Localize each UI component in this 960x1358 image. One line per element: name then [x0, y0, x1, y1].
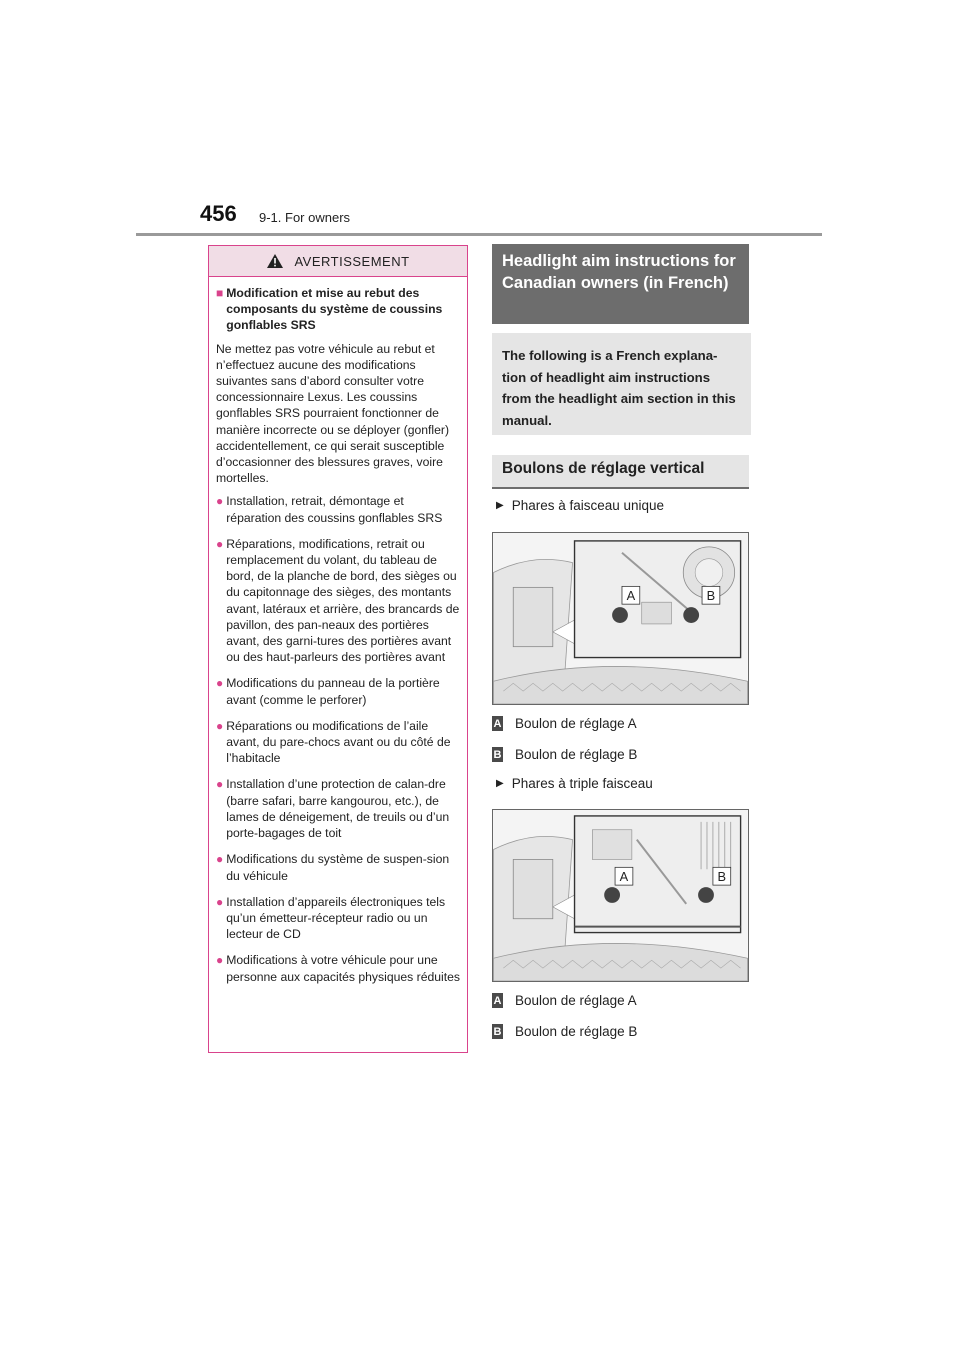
callout-text: Boulon de réglage B: [515, 747, 638, 762]
warning-item: [216, 894, 461, 943]
warning-item: [216, 675, 461, 707]
callout-b: [492, 1024, 637, 1039]
warning-paragraph: Ne mettez pas votre véhicule au rebut et n’effectuez aucune des modifications suivantes sans d’abord consulter votre concessionnaire Lexus. Les coussins gonflables SRS pourraient fonctionner de manière incorrecte ou se déployer (gonfler) accidentellement, ce qui serait susceptible d’occasionner des blessures graves, voire mortelles.: [216, 341, 450, 486]
dot-bullet-icon: ●: [216, 494, 224, 509]
warning-item: [216, 776, 461, 841]
engine-bay-figure-triple: [492, 809, 749, 982]
figure-label-b: B: [717, 869, 727, 885]
warning-item: [216, 718, 461, 767]
warning-item-text: Installation, retrait, démontage et réparation des coussins gonflables SRS: [226, 494, 443, 525]
dot-bullet-icon: ●: [216, 676, 224, 691]
bullet-text: Phares à triple faisceau: [511, 776, 653, 791]
warning-header: [209, 246, 467, 277]
header-rule: [136, 233, 822, 236]
arrow-right-icon: ▶: [496, 500, 504, 511]
dot-bullet-icon: ●: [216, 894, 224, 909]
warning-triangle-icon: [266, 253, 284, 269]
warning-subtitle: [216, 285, 461, 334]
section-title: Headlight aim instructions for Canadian owners (in French): [492, 244, 749, 324]
section-ref: 9-1. For owners: [259, 210, 351, 225]
callout-letter: B: [493, 748, 502, 761]
bullet-triple-beam: [496, 776, 653, 791]
callout-a: [492, 716, 637, 731]
callout-letter: A: [493, 717, 502, 730]
warning-item-text: Modifications du système de suspen-sion du véhicule: [226, 852, 450, 883]
callout-b: [492, 747, 637, 762]
figure-label-b: B: [706, 588, 716, 604]
figure-label-a: A: [619, 869, 629, 885]
warning-item: [216, 952, 461, 984]
callout-text: Boulon de réglage A: [515, 716, 637, 731]
warning-box: [208, 245, 468, 1053]
warning-item: [216, 493, 461, 525]
warning-item-text: Modifications du panneau de la portière avant (comme le perforer): [226, 676, 440, 707]
dot-bullet-icon: ●: [216, 852, 224, 867]
dot-bullet-icon: ●: [216, 777, 224, 792]
dot-bullet-icon: ●: [216, 953, 224, 968]
callout-letter: A: [493, 994, 502, 1007]
warning-item-text: Modifications à votre véhicule pour une personne aux capacités physiques réduites: [226, 953, 460, 984]
warning-item-text: Installation d’une protection de calan-dre (barre safari, barre kangourou, etc.), de lames de déneigement, de treuils ou d’un porte-bagages de toit: [226, 777, 450, 841]
callout-letter: B: [493, 1025, 502, 1038]
engine-bay-illustration: [493, 533, 748, 704]
warning-item-text: Installation d’appareils électroniques tels qu’un émetteur-récepteur radio ou un lecteur de CD: [226, 894, 446, 942]
page-number: 456: [200, 201, 237, 226]
callout-text: Boulon de réglage A: [515, 993, 637, 1008]
dot-bullet-icon: ●: [216, 536, 224, 551]
warning-item: [216, 851, 461, 883]
bullet-text: Phares à faisceau unique: [511, 498, 665, 513]
warning-title: AVERTISSEMENT: [294, 253, 410, 269]
warning-item-text: Réparations ou modifications de l’aile avant, du pare-chocs avant ou du côté de l’habitacle: [226, 718, 451, 766]
intro-text: The following is a French explana-tion of headlight aim instructions from the headlight aim section in this manual.: [492, 333, 751, 435]
engine-bay-figure-single: [492, 532, 749, 705]
warning-item-text: Réparations, modifications, retrait ou remplacement du volant, du tableau de bord, de la planche de bord, des sièges ou du capitonnage des sièges, des montants avant, latéraux et arrière, des brancards de pavillon, des pan-neaux des portières avant, des garni-tures des portières avant ou des haut-parleurs des portières avant: [226, 536, 460, 665]
engine-bay-illustration: [493, 810, 748, 981]
warning-item: [216, 536, 461, 666]
square-bullet-icon: ■: [216, 286, 224, 300]
arrow-right-icon: ▶: [496, 778, 504, 789]
dot-bullet-icon: ●: [216, 718, 224, 733]
warning-subtitle-text: Modification et mise au rebut des composants du système de coussins gonflables SRS: [226, 286, 443, 333]
callout-text: Boulon de réglage B: [515, 1024, 638, 1039]
bullet-single-beam: [496, 498, 664, 513]
subsection-title: Boulons de réglage vertical: [492, 455, 749, 489]
callout-a: [492, 993, 637, 1008]
figure-label-a: A: [626, 588, 636, 604]
